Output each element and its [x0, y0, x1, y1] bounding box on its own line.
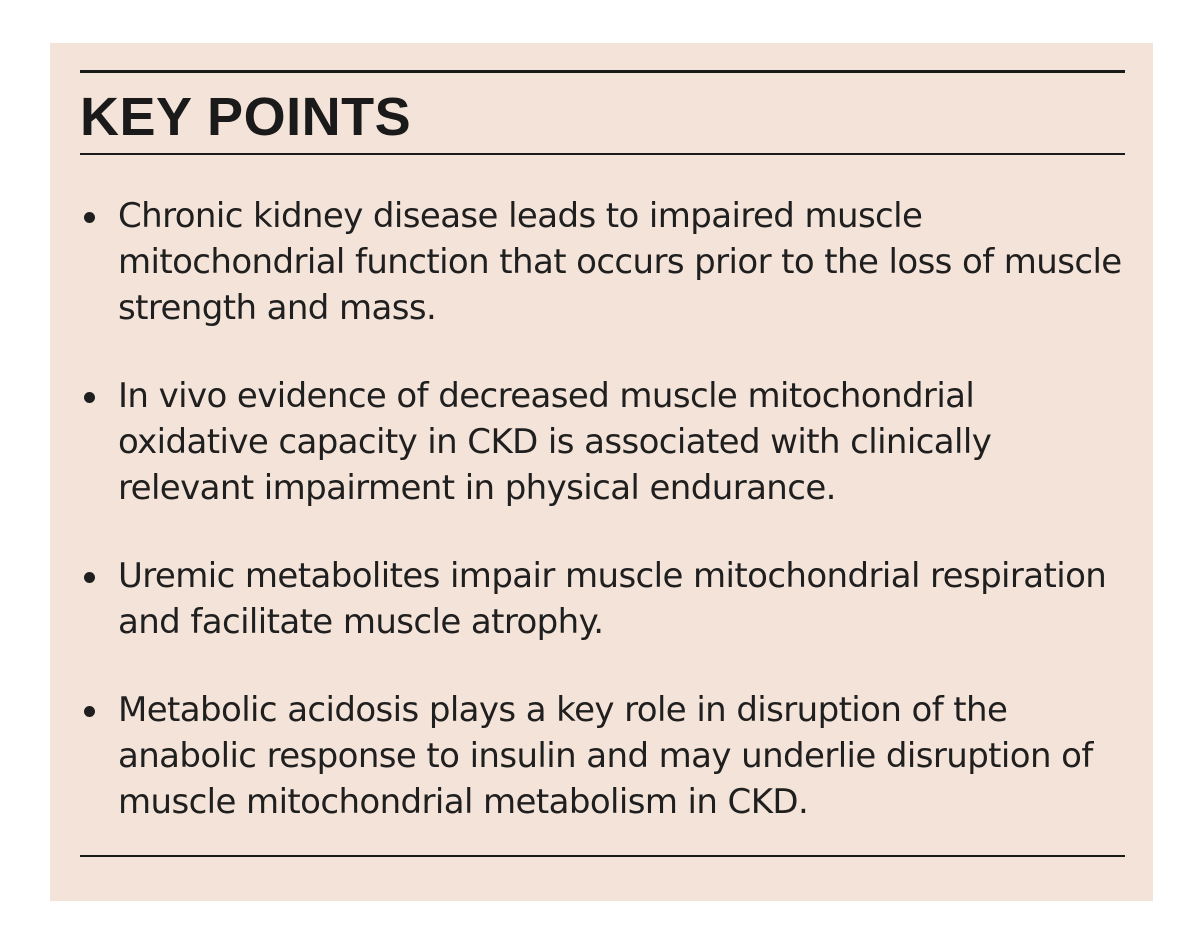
key-points-box	[50, 43, 1153, 901]
point-text: Chronic kidney disease leads to impaired muscle mitochondrial function that occurs prior to the loss of muscle strength and mass.	[118, 196, 1122, 328]
point-text: Uremic metabolites impair muscle mitochondrial respiration and facilitate muscle atrophy.	[118, 556, 1107, 642]
bullet-icon	[84, 572, 95, 583]
heading-rule	[80, 153, 1125, 155]
top-rule	[80, 70, 1125, 73]
point-text: In vivo evidence of decreased muscle mitochondrial oxidative capacity in CKD is associated with clinically relevant impairment in physical endurance.	[118, 376, 992, 508]
bottom-rule	[80, 855, 1125, 857]
bullet-icon	[84, 392, 95, 403]
list-item	[80, 193, 1125, 331]
point-text: Metabolic acidosis plays a key role in disruption of the anabolic response to insulin and may underlie disruption of muscle mitochondrial metabolism in CKD.	[118, 690, 1093, 822]
key-points-heading: KEY POINTS	[80, 87, 412, 147]
list-item	[80, 373, 1125, 511]
list-item	[80, 687, 1125, 825]
key-points-list	[80, 193, 1125, 867]
list-item	[80, 553, 1125, 645]
bullet-icon	[84, 706, 95, 717]
bullet-icon	[84, 212, 95, 223]
